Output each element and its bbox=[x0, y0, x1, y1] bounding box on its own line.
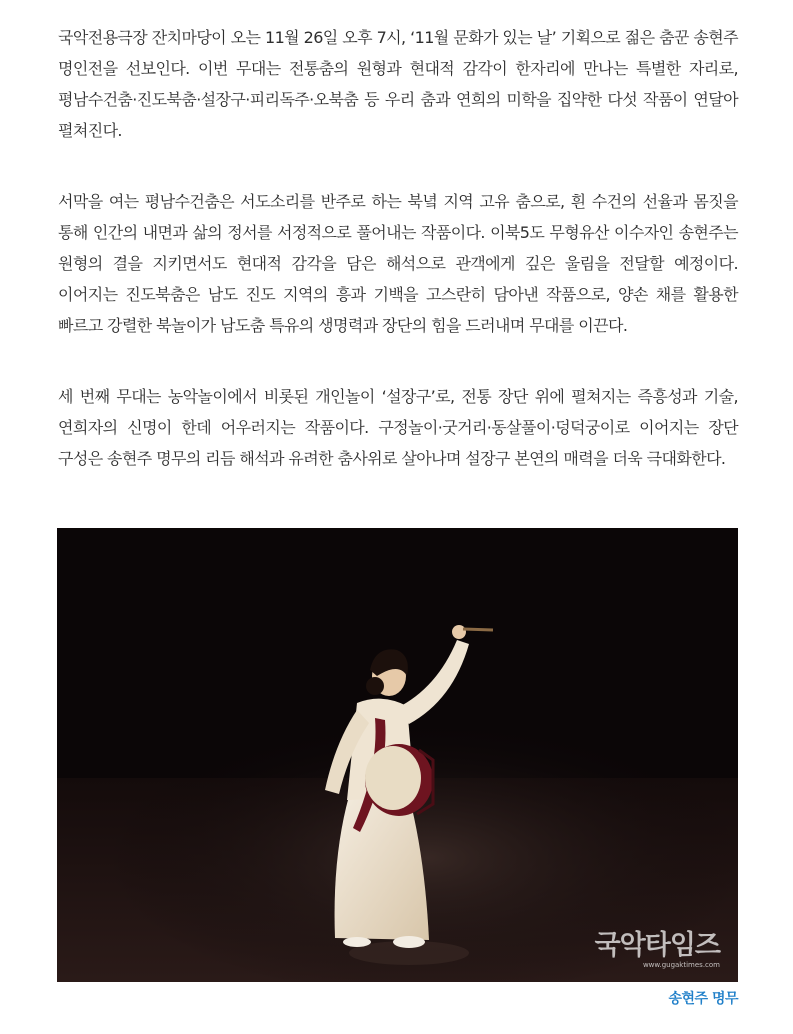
article-paragraph-2: 서막을 여는 평남수건춤은 서도소리를 반주로 하는 북녘 지역 고유 춤으로, 흰 수건의 선율과 몸짓을 통해 인간의 내면과 삶의 정서를 서정적으로 풀어내는 작품이다. 이북5도 무형유산 이수자인 송현주는 원형의 결을 지키면서도 현대적 감각을 담은 해석으로 관객에게 깊은 울림을 전달할 예정이다. 이어지는 진도북춤은 남도 진도 지역의 흥과 기백을 고스란히 담아낸 작품으로, 양손 채를 활용한 빠르고 강렬한 북놀이가 남도춤 특유의 생명력과 장단의 힘을 드러내며 무대를 이끈다. bbox=[58, 192, 738, 335]
article-paragraph-3: 세 번째 무대는 농악놀이에서 비롯된 개인놀이 ‘설장구’로, 전통 장단 위에 펼쳐지는 즉흥성과 기술, 연희자의 신명이 한데 어우러지는 작품이다. 구정놀이·굿거리·동살풀이·덩덕궁이로 이어지는 장단 구성은 송현주 명무의 리듬 해석과 유려한 춤사위로 살아나며 설장구 본연의 매력을 더욱 극대화한다. bbox=[58, 387, 738, 468]
drum-head bbox=[365, 746, 421, 810]
watermark-url: www.gugaktimes.com bbox=[642, 961, 720, 969]
publication-watermark bbox=[595, 931, 720, 970]
dancer-illustration bbox=[57, 528, 738, 982]
watermark-logo: 국악타임즈 bbox=[594, 930, 720, 961]
article-photo-figure bbox=[57, 528, 738, 982]
article-body bbox=[58, 10, 738, 474]
dancer-performance-photo bbox=[57, 528, 738, 982]
article-paragraph-1: 국악전용극장 잔치마당이 오는 11월 26일 오후 7시, ‘11월 문화가 있는 날’ 기획으로 젊은 춤꾼 송현주 명인전을 선보인다. 이번 무대는 전통춤의 원형과 현대적 감각이 한자리에 만나는 특별한 자리로, 평남수건춤·진도북춤·설장구·피리독주·오북춤 등 우리 춤과 연희의 미학을 집약한 다섯 작품이 연달아 펼쳐진다. bbox=[58, 28, 738, 140]
photo-caption: 송현주 명무 bbox=[668, 991, 738, 1007]
